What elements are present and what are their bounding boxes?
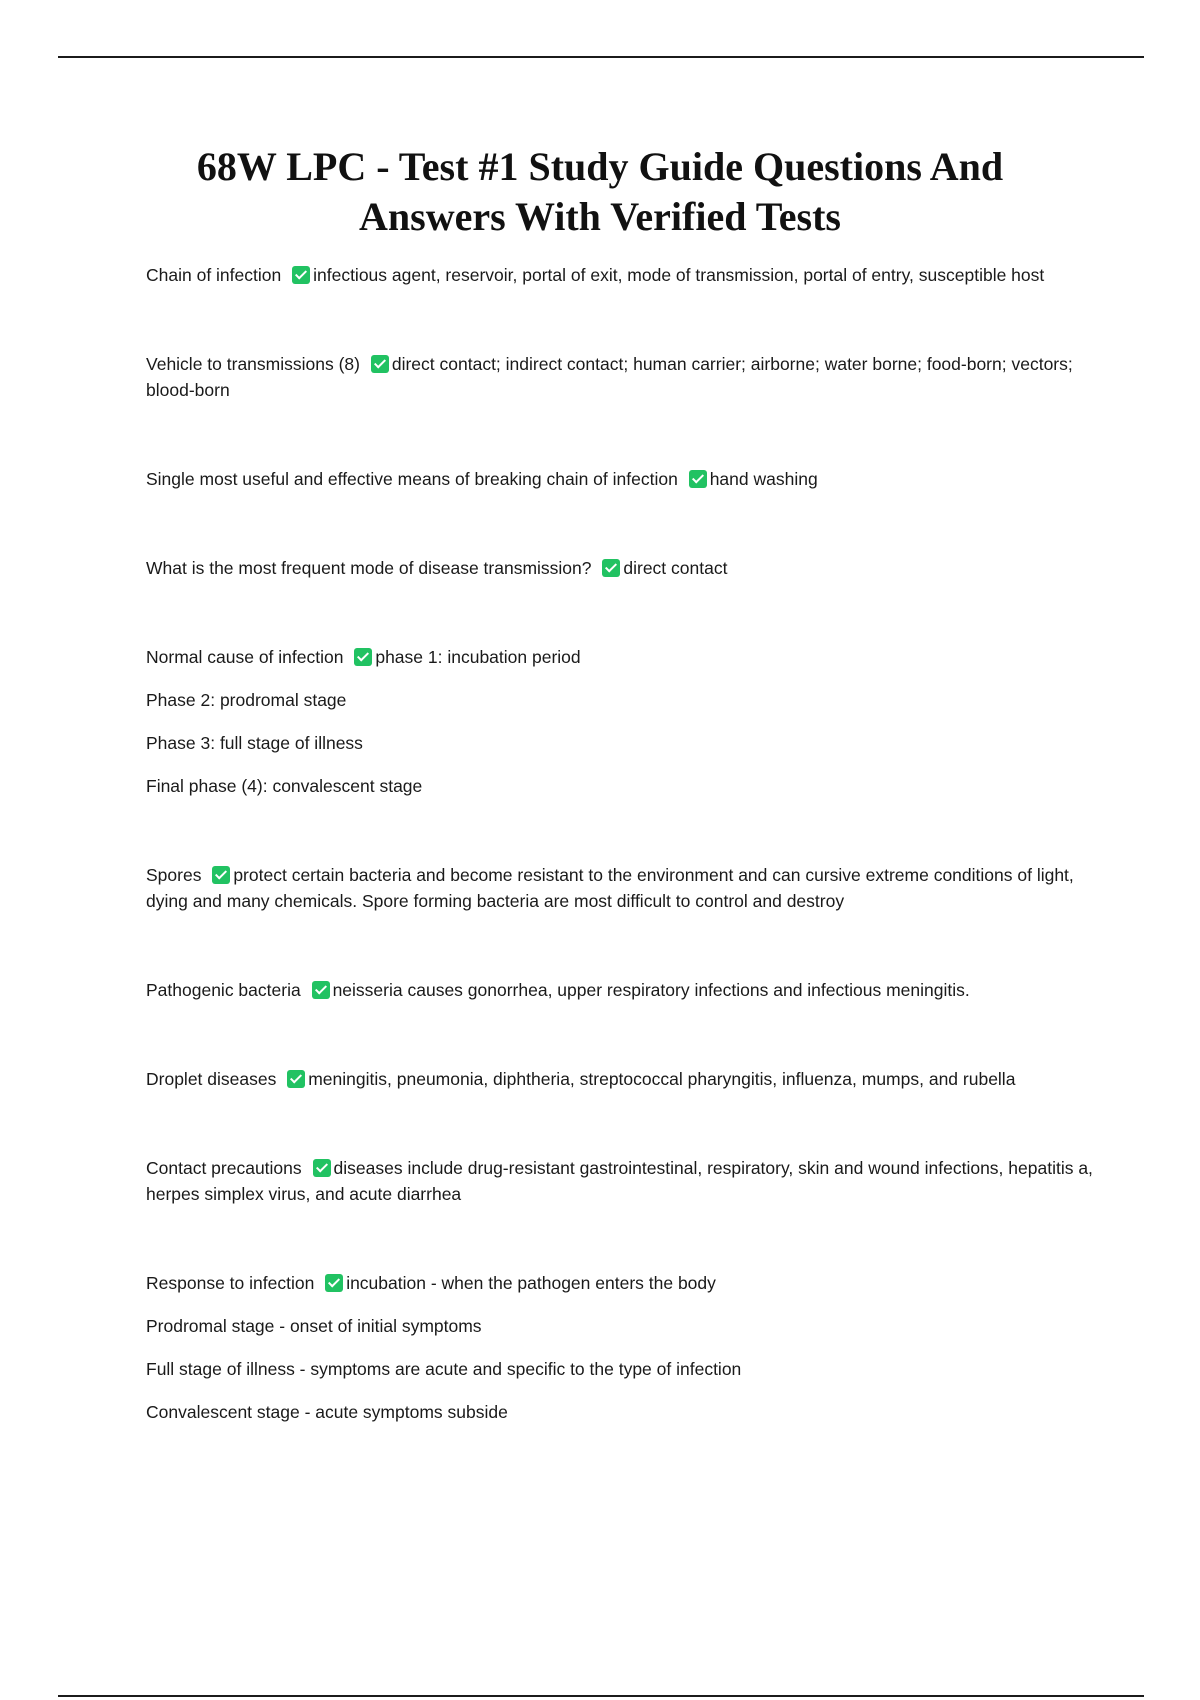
title-line-2: Answers With Verified Tests [359,194,841,239]
flashcard-line [146,1155,1096,1207]
footer-rule [58,1695,1144,1697]
check-icon [325,1274,343,1292]
flashcard-answer: protect certain bacteria and become resistant to the environment and can cursive extreme conditions of light, dying and many chemicals. Spore forming bacteria are most difficult to control and destroy [146,865,1074,911]
check-icon [371,355,389,373]
flashcard-term: Single most useful and effective means of breaking chain of infection [146,469,678,489]
flashcard-term: What is the most frequent mode of disease transmission? [146,558,592,578]
check-icon [313,1159,331,1177]
check-icon [312,981,330,999]
check-icon [689,470,707,488]
flashcard-line [146,1270,1096,1296]
flashcard-answer-continuation: Phase 2: prodromal stage [146,690,347,710]
header-rule [58,56,1144,58]
flashcard-item [146,555,1096,581]
flashcard-answer-continuation: Final phase (4): convalescent stage [146,776,423,796]
flashcard-answer: phase 1: incubation period [375,647,581,667]
check-icon [287,1070,305,1088]
flashcard-item [146,351,1096,403]
check-icon [602,559,620,577]
flashcard-list [146,262,1096,1425]
flashcard-line [146,644,1096,670]
flashcard-term: Normal cause of infection [146,647,344,667]
flashcard-answer: neisseria causes gonorrhea, upper respiratory infections and infectious meningitis. [332,980,970,1000]
flashcard-term: Vehicle to transmissions (8) [146,354,360,374]
flashcard-item [146,262,1096,288]
flashcard-line [146,466,1096,492]
flashcard-term: Spores [146,865,202,885]
flashcard-answer: infectious agent, reservoir, portal of exit, mode of transmission, portal of entry, susceptible host [313,265,1045,285]
flashcard-term: Pathogenic bacteria [146,980,301,1000]
flashcard-term: Contact precautions [146,1158,302,1178]
document-title [100,142,1100,242]
flashcard-item [146,466,1096,492]
title-line-1: 68W LPC - Test #1 Study Guide Questions And [196,144,1004,189]
flashcard-line [146,262,1096,288]
flashcard-answer: incubation - when the pathogen enters the body [346,1273,716,1293]
flashcard-line [146,977,1096,1003]
flashcard-answer: meningitis, pneumonia, diphtheria, streptococcal pharyngitis, influenza, mumps, and rubella [308,1069,1016,1089]
flashcard-answer-continuation: Convalescent stage - acute symptoms subside [146,1402,508,1422]
check-icon [354,648,372,666]
flashcard-item [146,1155,1096,1207]
flashcard-term: Response to infection [146,1273,315,1293]
check-icon [212,866,230,884]
flashcard-item [146,862,1096,914]
flashcard-term: Droplet diseases [146,1069,277,1089]
flashcard-answer: diseases include drug-resistant gastrointestinal, respiratory, skin and wound infections, hepatitis a, herpes simplex virus, and acute diarrhea [146,1158,1093,1204]
flashcard-line [146,1066,1096,1092]
flashcard-line [146,555,1096,581]
flashcard-answer-continuation: Phase 3: full stage of illness [146,733,363,753]
flashcard-line [146,351,1096,403]
flashcard-item [146,1066,1096,1092]
flashcard-item [146,644,1096,799]
flashcard-item [146,1270,1096,1425]
flashcard-item [146,977,1096,1003]
flashcard-answer: direct contact; indirect contact; human carrier; airborne; water borne; food-born; vectors; blood-born [146,354,1073,400]
check-icon [292,266,310,284]
flashcard-term: Chain of infection [146,265,282,285]
flashcard-answer-continuation: Full stage of illness - symptoms are acute and specific to the type of infection [146,1359,742,1379]
flashcard-answer-continuation: Prodromal stage - onset of initial symptoms [146,1316,482,1336]
flashcard-answer: direct contact [623,558,728,578]
flashcard-line [146,862,1096,914]
flashcard-answer: hand washing [709,469,818,489]
